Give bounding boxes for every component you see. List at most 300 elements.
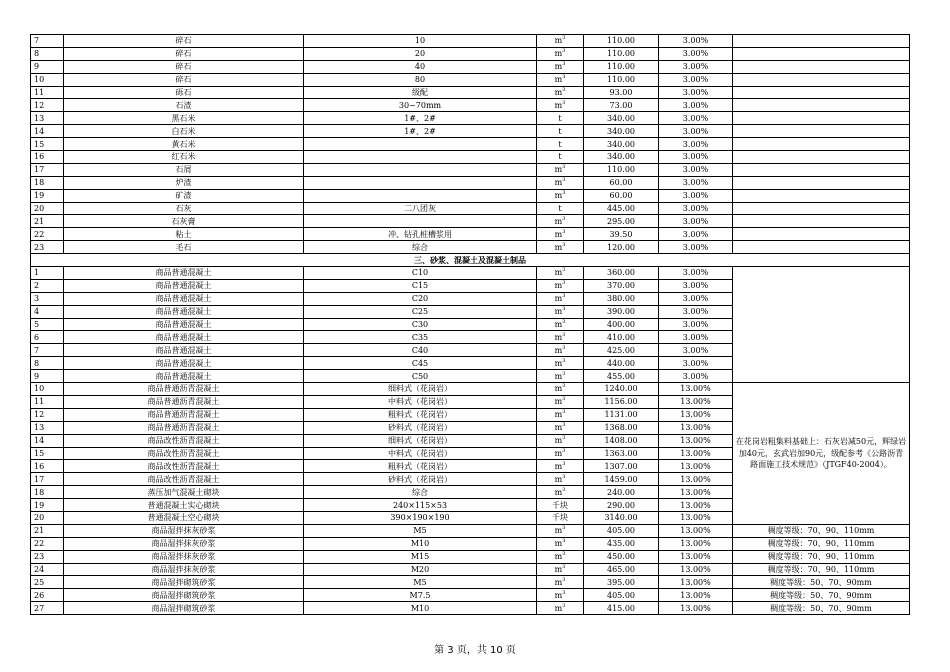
row-number: 6	[31, 331, 64, 344]
row-number: 19	[31, 189, 64, 202]
table-row	[31, 602, 910, 615]
tax-rate: 3.00%	[659, 112, 733, 125]
row-number: 25	[31, 576, 64, 589]
material-name: 商品普通沥青混凝土	[64, 383, 304, 396]
unit-price: 450.00	[584, 550, 659, 563]
unit-price: 60.00	[584, 189, 659, 202]
tax-rate: 13.00%	[659, 550, 733, 563]
row-number: 22	[31, 537, 64, 550]
material-spec	[304, 189, 537, 202]
remark: 稠度等级：70、90、110mm	[733, 537, 910, 550]
unit: $m^3$	[537, 228, 584, 241]
unit-price: 120.00	[584, 241, 659, 254]
tax-rate: 3.00%	[659, 357, 733, 370]
table-row	[31, 563, 910, 576]
material-name: 碎石	[64, 47, 304, 60]
table-row	[31, 86, 910, 99]
material-spec: M7.5	[304, 589, 537, 602]
remark	[733, 60, 910, 73]
unit-price: 110.00	[584, 47, 659, 60]
material-spec: C10	[304, 267, 537, 280]
table-row	[31, 73, 910, 86]
row-number: 26	[31, 589, 64, 602]
unit: $m^3$	[537, 602, 584, 615]
material-spec: C45	[304, 357, 537, 370]
unit-price: 425.00	[584, 344, 659, 357]
tax-rate: 13.00%	[659, 511, 733, 524]
unit-price: 3140.00	[584, 511, 659, 524]
material-spec: 1#、2#	[304, 112, 537, 125]
table-row	[31, 550, 910, 563]
material-spec: 390×190×190	[304, 511, 537, 524]
material-name: 砾石	[64, 86, 304, 99]
unit: $m^3$	[537, 421, 584, 434]
unit: $m^3$	[537, 241, 584, 254]
table-row	[31, 189, 910, 202]
unit: t	[537, 138, 584, 151]
unit-price: 1131.00	[584, 408, 659, 421]
unit: $m^3$	[537, 163, 584, 176]
table-row	[31, 163, 910, 176]
unit: $m^3$	[537, 408, 584, 421]
material-spec: M20	[304, 563, 537, 576]
unit: $m^3$	[537, 99, 584, 112]
unit: $m^3$	[537, 370, 584, 383]
row-number: 20	[31, 511, 64, 524]
asphalt-remark: 在花岗岩粗集料基础上：石灰岩减50元，辉绿岩加40元，玄武岩加90元，级配参考《公路沥青路面施工技术规范》（JTGF40-2004）。	[733, 383, 910, 525]
unit: $m^3$	[537, 550, 584, 563]
unit-price: 1156.00	[584, 395, 659, 408]
remark	[733, 125, 910, 138]
remark-empty	[733, 267, 910, 383]
unit-price: 360.00	[584, 267, 659, 280]
unit-price: 340.00	[584, 125, 659, 138]
unit: $m^3$	[537, 537, 584, 550]
unit: $m^3$	[537, 47, 584, 60]
unit: $m^3$	[537, 189, 584, 202]
section-title: 三、砂浆、混凝土及混凝土制品	[31, 254, 910, 267]
unit: t	[537, 151, 584, 164]
row-number: 10	[31, 383, 64, 396]
remark	[733, 163, 910, 176]
material-spec: 30~70mm	[304, 99, 537, 112]
row-number: 17	[31, 163, 64, 176]
row-number: 21	[31, 524, 64, 537]
material-name: 普通混凝土实心砌块	[64, 499, 304, 512]
unit: $m^3$	[537, 318, 584, 331]
material-name: 碎石	[64, 35, 304, 48]
row-number: 11	[31, 395, 64, 408]
unit: $m^3$	[537, 383, 584, 396]
tax-rate: 13.00%	[659, 395, 733, 408]
remark: 稠度等级：70、90、110mm	[733, 524, 910, 537]
material-name: 石屑	[64, 163, 304, 176]
unit-price: 93.00	[584, 86, 659, 99]
material-name: 石渣	[64, 99, 304, 112]
unit-price: 110.00	[584, 163, 659, 176]
unit: $m^3$	[537, 215, 584, 228]
unit: $m^3$	[537, 73, 584, 86]
material-spec: 240×115×53	[304, 499, 537, 512]
unit: 千块	[537, 511, 584, 524]
table-row	[31, 267, 910, 280]
unit-price: 415.00	[584, 602, 659, 615]
unit: t	[537, 112, 584, 125]
remark: 稠度等级：50、70、90mm	[733, 602, 910, 615]
unit: $m^3$	[537, 267, 584, 280]
tax-rate: 13.00%	[659, 589, 733, 602]
unit-price: 39.50	[584, 228, 659, 241]
row-number: 16	[31, 460, 64, 473]
material-name: 炉渣	[64, 176, 304, 189]
material-spec: 冲、钻孔桩槽浆用	[304, 228, 537, 241]
unit: $m^3$	[537, 357, 584, 370]
material-spec: 二八团灰	[304, 202, 537, 215]
unit-price: 290.00	[584, 499, 659, 512]
material-spec: M10	[304, 537, 537, 550]
row-number: 22	[31, 228, 64, 241]
row-number: 7	[31, 35, 64, 48]
tax-rate: 3.00%	[659, 292, 733, 305]
row-number: 15	[31, 447, 64, 460]
unit: 千块	[537, 499, 584, 512]
material-spec: M5	[304, 524, 537, 537]
remark	[733, 73, 910, 86]
row-number: 23	[31, 241, 64, 254]
row-number: 4	[31, 305, 64, 318]
unit-price: 240.00	[584, 486, 659, 499]
material-spec	[304, 176, 537, 189]
row-number: 1	[31, 267, 64, 280]
material-name: 黄石米	[64, 138, 304, 151]
material-spec: 细料式（花岗岩）	[304, 434, 537, 447]
material-spec: M5	[304, 576, 537, 589]
material-spec: C50	[304, 370, 537, 383]
material-spec: C20	[304, 292, 537, 305]
material-name: 商品普通混凝土	[64, 292, 304, 305]
unit-price: 1307.00	[584, 460, 659, 473]
row-number: 10	[31, 73, 64, 86]
table-row	[31, 112, 910, 125]
unit-price: 110.00	[584, 35, 659, 48]
tax-rate: 3.00%	[659, 344, 733, 357]
row-number: 13	[31, 421, 64, 434]
table-row	[31, 202, 910, 215]
material-spec: C30	[304, 318, 537, 331]
material-spec: C40	[304, 344, 537, 357]
row-number: 24	[31, 563, 64, 576]
material-spec: C15	[304, 279, 537, 292]
remark	[733, 241, 910, 254]
row-number: 9	[31, 370, 64, 383]
table-row	[31, 176, 910, 189]
unit: $m^3$	[537, 473, 584, 486]
remark	[733, 99, 910, 112]
material-spec	[304, 151, 537, 164]
unit: $m^3$	[537, 344, 584, 357]
material-spec: 细料式（花岗岩）	[304, 383, 537, 396]
remark	[733, 176, 910, 189]
unit-price: 60.00	[584, 176, 659, 189]
tax-rate: 3.00%	[659, 60, 733, 73]
material-spec: 1#、2#	[304, 125, 537, 138]
row-number: 16	[31, 151, 64, 164]
remark	[733, 138, 910, 151]
material-name: 商品湿拌砌筑砂浆	[64, 576, 304, 589]
unit-price: 340.00	[584, 151, 659, 164]
table-row	[31, 60, 910, 73]
unit-price: 1459.00	[584, 473, 659, 486]
tax-rate: 13.00%	[659, 434, 733, 447]
price-table-body	[31, 35, 910, 615]
unit: $m^3$	[537, 331, 584, 344]
table-row	[31, 215, 910, 228]
table-row	[31, 524, 910, 537]
row-number: 21	[31, 215, 64, 228]
material-name: 毛石	[64, 241, 304, 254]
table-row	[31, 228, 910, 241]
row-number: 3	[31, 292, 64, 305]
row-number: 27	[31, 602, 64, 615]
unit-price: 465.00	[584, 563, 659, 576]
material-spec: 40	[304, 60, 537, 73]
table-row	[31, 383, 910, 396]
material-spec: 粗料式（花岗岩）	[304, 460, 537, 473]
material-name: 矿渣	[64, 189, 304, 202]
table-row	[31, 589, 910, 602]
unit-price: 340.00	[584, 112, 659, 125]
unit-price: 1240.00	[584, 383, 659, 396]
unit: $m^3$	[537, 395, 584, 408]
tax-rate: 13.00%	[659, 460, 733, 473]
material-name: 普通混凝土空心砌块	[64, 511, 304, 524]
material-spec: C25	[304, 305, 537, 318]
tax-rate: 13.00%	[659, 447, 733, 460]
material-spec: 综合	[304, 241, 537, 254]
table-row	[31, 151, 910, 164]
row-number: 20	[31, 202, 64, 215]
unit: $m^3$	[537, 434, 584, 447]
row-number: 13	[31, 112, 64, 125]
unit: t	[537, 125, 584, 138]
material-spec: 砂料式（花岗岩）	[304, 421, 537, 434]
unit: $m^3$	[537, 524, 584, 537]
material-name: 商品普通混凝土	[64, 331, 304, 344]
tax-rate: 13.00%	[659, 576, 733, 589]
tax-rate: 3.00%	[659, 202, 733, 215]
tax-rate: 3.00%	[659, 176, 733, 189]
material-name: 商品改性沥青混凝土	[64, 460, 304, 473]
unit: $m^3$	[537, 589, 584, 602]
unit-price: 440.00	[584, 357, 659, 370]
unit: t	[537, 202, 584, 215]
tax-rate: 3.00%	[659, 189, 733, 202]
material-spec: 10	[304, 35, 537, 48]
unit-price: 455.00	[584, 370, 659, 383]
row-number: 9	[31, 60, 64, 73]
material-name: 商品改性沥青混凝土	[64, 434, 304, 447]
material-name: 商品普通混凝土	[64, 279, 304, 292]
tax-rate: 3.00%	[659, 370, 733, 383]
tax-rate: 3.00%	[659, 279, 733, 292]
table-row	[31, 125, 910, 138]
material-name: 碎石	[64, 73, 304, 86]
table-row	[31, 241, 910, 254]
material-name: 商品普通沥青混凝土	[64, 421, 304, 434]
tax-rate: 3.00%	[659, 86, 733, 99]
tax-rate: 3.00%	[659, 163, 733, 176]
tax-rate: 3.00%	[659, 215, 733, 228]
material-name: 商品普通混凝土	[64, 267, 304, 280]
material-name: 商品湿拌砌筑砂浆	[64, 589, 304, 602]
unit: $m^3$	[537, 35, 584, 48]
remark	[733, 35, 910, 48]
tax-rate: 13.00%	[659, 408, 733, 421]
table-row	[31, 99, 910, 112]
unit: $m^3$	[537, 292, 584, 305]
unit: $m^3$	[537, 86, 584, 99]
row-number: 14	[31, 434, 64, 447]
remark	[733, 151, 910, 164]
material-name: 商品湿拌砌筑砂浆	[64, 602, 304, 615]
unit: $m^3$	[537, 447, 584, 460]
row-number: 23	[31, 550, 64, 563]
material-spec: 级配	[304, 86, 537, 99]
material-name: 商品普通混凝土	[64, 305, 304, 318]
row-number: 11	[31, 86, 64, 99]
material-name: 商品湿拌抹灰砂浆	[64, 563, 304, 576]
tax-rate: 3.00%	[659, 138, 733, 151]
row-number: 12	[31, 408, 64, 421]
material-name: 商品改性沥青混凝土	[64, 473, 304, 486]
unit-price: 295.00	[584, 215, 659, 228]
unit-price: 405.00	[584, 589, 659, 602]
remark	[733, 86, 910, 99]
material-spec: 粗料式（花岗岩）	[304, 408, 537, 421]
tax-rate: 3.00%	[659, 47, 733, 60]
material-name: 商品普通混凝土	[64, 344, 304, 357]
material-name: 商品普通混凝土	[64, 370, 304, 383]
unit-price: 340.00	[584, 138, 659, 151]
material-name: 石灰	[64, 202, 304, 215]
unit-price: 370.00	[584, 279, 659, 292]
table-row	[31, 576, 910, 589]
tax-rate: 13.00%	[659, 473, 733, 486]
material-name: 商品普通混凝土	[64, 318, 304, 331]
page-footer: 第 3 页，共 10 页	[434, 645, 516, 656]
remark: 稠度等级：70、90、110mm	[733, 563, 910, 576]
material-name: 商品普通沥青混凝土	[64, 408, 304, 421]
row-number: 8	[31, 47, 64, 60]
unit-price: 400.00	[584, 318, 659, 331]
material-name: 碎石	[64, 60, 304, 73]
row-number: 8	[31, 357, 64, 370]
unit-price: 1408.00	[584, 434, 659, 447]
material-name: 黑石米	[64, 112, 304, 125]
price-table	[30, 34, 910, 615]
row-number: 14	[31, 125, 64, 138]
material-name: 粘土	[64, 228, 304, 241]
tax-rate: 3.00%	[659, 305, 733, 318]
row-number: 17	[31, 473, 64, 486]
material-spec: 20	[304, 47, 537, 60]
material-spec: M15	[304, 550, 537, 563]
unit-price: 395.00	[584, 576, 659, 589]
material-name: 商品改性沥青混凝土	[64, 447, 304, 460]
row-number: 19	[31, 499, 64, 512]
unit: $m^3$	[537, 460, 584, 473]
material-name: 商品湿拌抹灰砂浆	[64, 550, 304, 563]
row-number: 15	[31, 138, 64, 151]
material-spec	[304, 163, 537, 176]
unit: $m^3$	[537, 60, 584, 73]
remark	[733, 215, 910, 228]
tax-rate: 3.00%	[659, 73, 733, 86]
row-number: 5	[31, 318, 64, 331]
table-row	[31, 47, 910, 60]
tax-rate: 13.00%	[659, 602, 733, 615]
remark: 稠度等级：70、90、110mm	[733, 550, 910, 563]
tax-rate: 3.00%	[659, 99, 733, 112]
table-row	[31, 138, 910, 151]
tax-rate: 3.00%	[659, 151, 733, 164]
unit: $m^3$	[537, 486, 584, 499]
unit-price: 1363.00	[584, 447, 659, 460]
tax-rate: 13.00%	[659, 421, 733, 434]
remark	[733, 112, 910, 125]
material-name: 红石米	[64, 151, 304, 164]
tax-rate: 13.00%	[659, 499, 733, 512]
material-name: 商品湿拌抹灰砂浆	[64, 524, 304, 537]
material-name: 蒸压加气混凝土砌块	[64, 486, 304, 499]
unit-price: 390.00	[584, 305, 659, 318]
tax-rate: 3.00%	[659, 267, 733, 280]
unit-price: 380.00	[584, 292, 659, 305]
material-spec: 中料式（花岗岩）	[304, 395, 537, 408]
tax-rate: 3.00%	[659, 241, 733, 254]
table-row	[31, 35, 910, 48]
unit: $m^3$	[537, 563, 584, 576]
unit-price: 405.00	[584, 524, 659, 537]
material-name: 商品普通混凝土	[64, 357, 304, 370]
tax-rate: 3.00%	[659, 318, 733, 331]
material-spec: M10	[304, 602, 537, 615]
material-name: 石灰膏	[64, 215, 304, 228]
tax-rate: 13.00%	[659, 383, 733, 396]
remark	[733, 228, 910, 241]
table-row	[31, 537, 910, 550]
material-spec	[304, 138, 537, 151]
tax-rate: 3.00%	[659, 125, 733, 138]
unit-price: 1368.00	[584, 421, 659, 434]
unit: $m^3$	[537, 576, 584, 589]
row-number: 12	[31, 99, 64, 112]
tax-rate: 13.00%	[659, 563, 733, 576]
unit: $m^3$	[537, 305, 584, 318]
row-number: 18	[31, 486, 64, 499]
remark	[733, 189, 910, 202]
material-spec: 综合	[304, 486, 537, 499]
material-spec: 中料式（花岗岩）	[304, 447, 537, 460]
tax-rate: 13.00%	[659, 524, 733, 537]
unit-price: 445.00	[584, 202, 659, 215]
row-number: 18	[31, 176, 64, 189]
unit-price: 435.00	[584, 537, 659, 550]
unit-price: 73.00	[584, 99, 659, 112]
material-spec: C35	[304, 331, 537, 344]
tax-rate: 13.00%	[659, 537, 733, 550]
row-number: 7	[31, 344, 64, 357]
